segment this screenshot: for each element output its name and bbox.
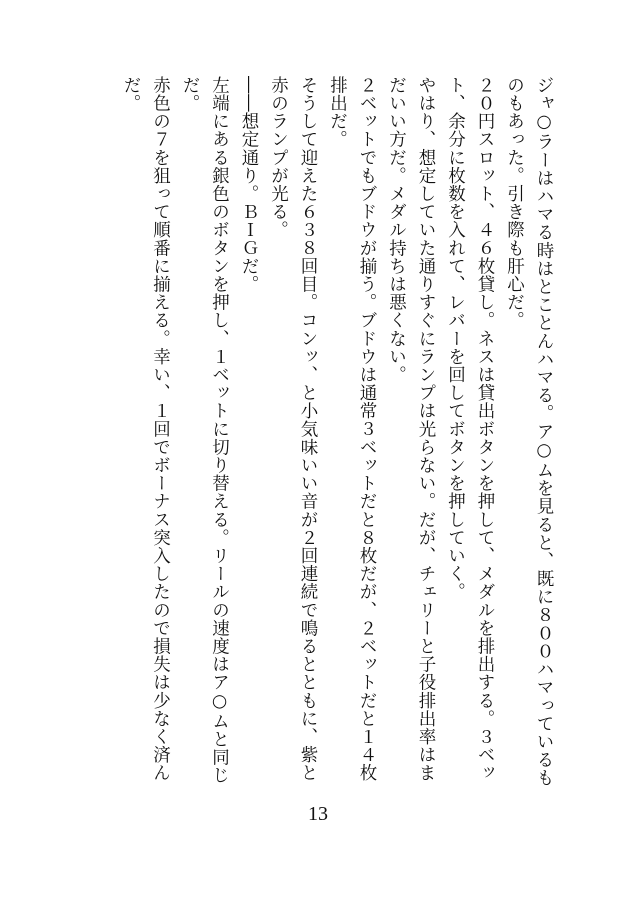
paragraph-3: やはり、想定していた通りすぐにランプは光らない。だが、チェリーと子役排出率はまだいい方だ。メダル持ちは悪くない。	[386, 76, 436, 782]
paragraph-6: ――想定通り。ＢＩＧだ。	[239, 76, 259, 294]
paragraph-7: 左端にある銀色のボタンを押し、１ベットに切り替える。リールの速度はア○ムと同じだ。	[180, 76, 230, 785]
paragraph-8: 赤色の７を狙って順番に揃える。幸い、１回でボーナス突入したので損失は少なく済んだ。	[121, 76, 171, 782]
paragraph-1: ジャ○ラーはハマる時はとことんハマる。ア○ムを見ると、既に８００ハマっているものもあった。引き際も肝心だ。	[504, 76, 554, 787]
page-number: 13	[308, 803, 328, 825]
paragraph-5: そうして迎えた６３８回目。コンッ、と小気味いい音が２回連続で鳴るとともに、紫と赤のランプが光る。	[268, 76, 318, 782]
paragraph-2: ２０円スロット、４６枚貸し。ネスは貸出ボタンを押して、メダルを排出する。３ベット、余分に枚数を入れて、レバーを回してボタンを押していく。	[445, 76, 495, 782]
paragraph-4: ２ベットでもブドウが揃う。ブドウは通常３ベットだと８枚だが、２ベットだと１４枚排出だ。	[327, 76, 377, 782]
body-text	[116, 76, 559, 791]
